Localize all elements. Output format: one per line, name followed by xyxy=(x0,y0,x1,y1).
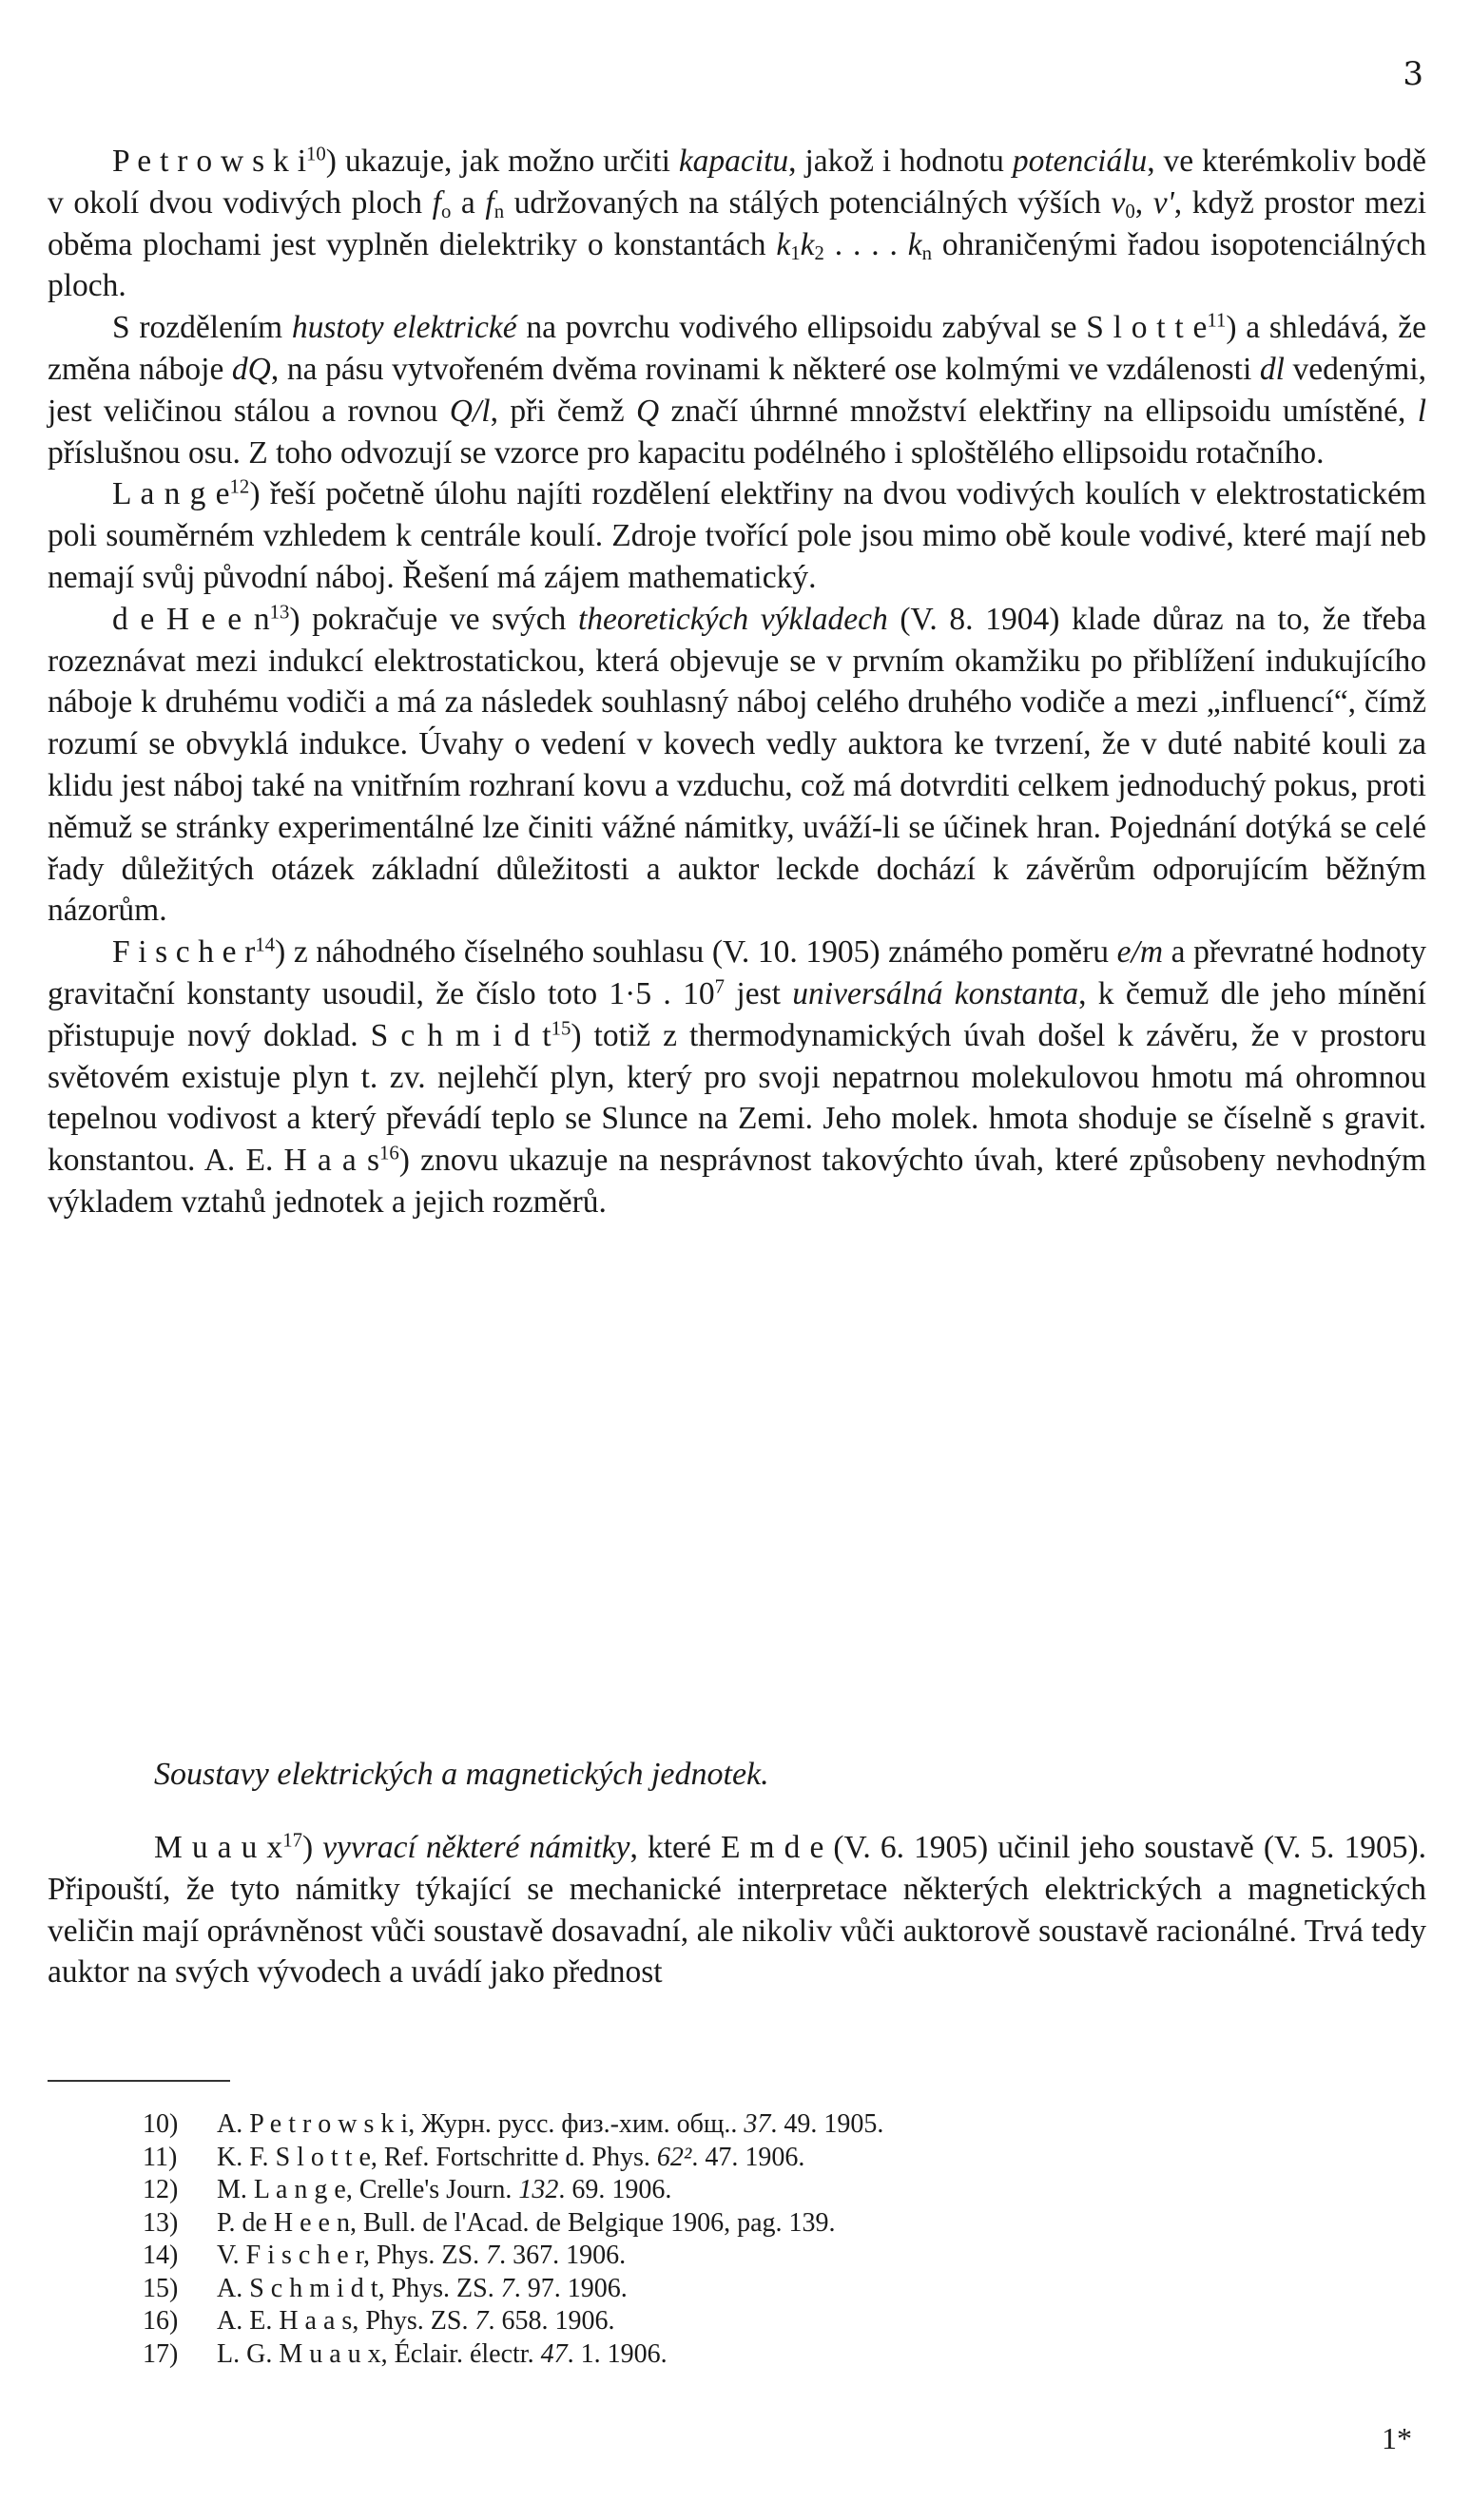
author-name: H a a s xyxy=(279,2306,353,2336)
volume: 37 xyxy=(744,2109,771,2139)
math-subscript: 0 xyxy=(1125,200,1135,222)
footnote-ref: 11 xyxy=(1207,309,1227,332)
author-name: P e t r o w s k i xyxy=(249,2109,409,2139)
footnote xyxy=(143,2142,883,2175)
text: M. xyxy=(217,2175,254,2204)
section-text xyxy=(48,1827,1426,1993)
text: , Phys. ZS. xyxy=(377,2273,501,2303)
math-symbol: dQ xyxy=(231,351,271,387)
text: ) z náhodného číselného souhlasu (V. 10. 1905) známého poměru xyxy=(275,934,1117,971)
text: ) a shledává, že změna náboje xyxy=(48,310,1426,387)
footnote xyxy=(143,2108,883,2142)
page-number: 3 xyxy=(1403,55,1423,93)
text: . 1. 1906. xyxy=(567,2338,668,2369)
math-symbol: f xyxy=(432,184,441,221)
text: vedenými, jest veličinou stálou a rovnou xyxy=(48,351,1426,429)
text: , Ref. Fortschritte d. Phys. xyxy=(370,2142,657,2172)
text: ) ukazuje, jak možno určiti xyxy=(325,144,679,179)
emphasis: theoretických výkladech xyxy=(577,601,888,637)
text: ) řeší početně úlohu najíti rozdělení elektřiny na dvou vodivých koulích v elektrostatickém poli souměrném vzhledem k centrále koulí. Zdroje tvořící pole jsou mimo obě koule vodivé, které mají neb nemají svůj původní náboj. Řešení má zájem mathematický. xyxy=(48,476,1426,595)
footnote xyxy=(143,2240,883,2273)
footnotes xyxy=(143,2108,883,2371)
paragraph-lange xyxy=(48,473,1426,598)
paragraph-muaux xyxy=(48,1827,1426,1993)
text: A. xyxy=(217,2273,250,2303)
text: značí úhrnné množství elektřiny na ellipsoidu umístěné, xyxy=(659,393,1418,429)
volume: 7 xyxy=(474,2306,489,2336)
author-name: E m d e xyxy=(720,1830,824,1865)
emphasis: kapacitu xyxy=(678,144,789,179)
volume: 132 xyxy=(518,2175,559,2204)
math-symbol: k xyxy=(907,226,922,262)
author-name: S c h m i d t xyxy=(249,2273,378,2303)
paragraph-fischer xyxy=(48,932,1426,1223)
author-name: P e t r o w s k i xyxy=(112,144,307,179)
math-symbol: e/m xyxy=(1116,934,1164,971)
math-subscript: 2 xyxy=(814,241,824,264)
author-name: S l o t t e xyxy=(1086,310,1208,346)
main-text xyxy=(48,141,1426,1223)
text: , když prostor mezi oběma plochami jest vyplněn dielektriky o konstantách xyxy=(48,184,1427,262)
text: , jakož i hodnotu xyxy=(788,144,1013,179)
volume: 7 xyxy=(486,2241,500,2270)
signature-mark: 1* xyxy=(1382,2421,1412,2455)
author-name: S c h m i d t xyxy=(370,1017,552,1053)
text: A. xyxy=(217,2109,250,2139)
footnote xyxy=(143,2273,883,2306)
text: , Crelle's Journ. xyxy=(345,2175,519,2204)
author-name: M u a u x xyxy=(279,2338,381,2369)
text: , Phys. ZS. xyxy=(362,2241,487,2270)
text: ) pokračuje ve svých xyxy=(289,601,578,637)
footnote-ref: 10 xyxy=(306,143,326,165)
text: , Phys. ZS. xyxy=(352,2306,475,2336)
footnote-mark: 13) xyxy=(143,2207,179,2238)
text: V. xyxy=(217,2241,246,2270)
text: , Éclair. électr. xyxy=(380,2338,541,2369)
author-name: F i s c h e r xyxy=(112,934,256,971)
math-symbol: f xyxy=(485,184,494,221)
paragraph-de-heen xyxy=(48,599,1426,932)
footnote-mark: 12) xyxy=(143,2175,179,2204)
text: , ve kterémkoliv bodě v okolí dvou vodivých ploch xyxy=(48,144,1426,221)
text: . 658. 1906. xyxy=(488,2306,615,2336)
text: . 367. 1906. xyxy=(499,2241,627,2270)
author-name: H e e n xyxy=(273,2207,350,2238)
footnote-ref: 16 xyxy=(379,1142,399,1164)
text: L. G. xyxy=(217,2338,280,2369)
author-name: F i s c h e r xyxy=(245,2241,363,2270)
text: příslušnou osu. Z toho odvozují se vzorce pro kapacitu podélného i sploštělého ellipsoidu rotačního. xyxy=(48,434,1325,471)
text: . 47. 1906. xyxy=(691,2142,805,2172)
text: . . . . xyxy=(823,226,908,262)
footnote-mark: 17) xyxy=(143,2338,179,2369)
footnote xyxy=(143,2305,883,2338)
footnote xyxy=(143,2338,883,2372)
text: udržovaných na stálých potenciálných výších xyxy=(504,184,1112,221)
author-name: d e H e e n xyxy=(112,601,270,637)
author-name: H a a s xyxy=(283,1143,380,1179)
exponent: 7 xyxy=(714,975,726,998)
text: S rozdělením xyxy=(112,310,292,346)
emphasis: hustoty elektrické xyxy=(291,310,517,346)
text: , Журн. русс. физ.-хим. общ.. xyxy=(408,2109,745,2139)
section-heading: Soustavy elektrických a magnetických jednotek. xyxy=(154,1757,769,1792)
footnote-mark: 10) xyxy=(143,2109,179,2139)
author-name: L a n g e xyxy=(253,2175,346,2204)
math-subscript: n xyxy=(921,241,932,264)
text: . 49. 1905. xyxy=(770,2109,884,2139)
math-symbol: dl xyxy=(1259,351,1285,387)
paragraph-slotte xyxy=(48,307,1426,473)
math-symbol: v xyxy=(1111,184,1126,221)
text: a převratné hodnoty gravitační konstanty usoudil, že číslo toto 1·5 . 10 xyxy=(48,934,1427,1011)
math-symbol: l xyxy=(1417,393,1426,429)
text: a xyxy=(451,184,486,221)
math-subscript: n xyxy=(494,200,505,222)
math-symbol: v' xyxy=(1152,184,1174,221)
text: na povrchu vodivého ellipsoidu zabýval se xyxy=(516,310,1087,346)
volume: 7 xyxy=(500,2273,514,2303)
text: , které xyxy=(629,1830,721,1865)
text: , k čemuž dle jeho mínění přistupuje nový doklad. xyxy=(48,975,1426,1053)
footnote-ref: 13 xyxy=(269,601,290,624)
text: P. de xyxy=(217,2207,274,2238)
text: ) totiž z thermodynamických úvah došel k závěru, že v prostoru světovém existuje plyn t. zv. nejlehčí plyn, který pro svoji nepatrnou molekulovou hmotu má ohromnou tepelnou vodivost a který převádí teplo se Slunce na Zemi. Jeho molek. hmota shoduje se číselně s gravit. konstantou. A. E. xyxy=(48,1017,1426,1179)
footnote-ref: 12 xyxy=(229,475,250,498)
text: , Bull. de l'Acad. de Belgique 1906, pag. 139. xyxy=(349,2207,836,2238)
footnote xyxy=(143,2174,883,2207)
math-symbol: k xyxy=(776,226,791,262)
text: ) znovu ukazuje na nesprávnost takovýchto úvah, které způsobeny nevhodným výkladem vztahů jednotek a jejich rozměrů. xyxy=(48,1143,1426,1220)
text: , xyxy=(1134,184,1153,221)
text: ) xyxy=(301,1830,323,1865)
emphasis: universálná konstanta xyxy=(792,975,1079,1011)
text: ohraničenými řadou isopotenciálných ploch. xyxy=(48,226,1426,304)
volume: 62² xyxy=(656,2142,692,2172)
footnote-mark: 15) xyxy=(143,2273,179,2303)
volume: 47 xyxy=(540,2338,568,2369)
footnote-ref: 15 xyxy=(551,1017,571,1040)
text: A. E. xyxy=(217,2306,280,2336)
footnote-mark: 11) xyxy=(143,2142,178,2172)
footnote-divider xyxy=(48,2080,230,2082)
paragraph-petrowski xyxy=(48,141,1426,307)
footnote-ref: 17 xyxy=(282,1829,302,1852)
text: , při čemž xyxy=(490,393,636,429)
text: K. F. xyxy=(217,2142,276,2172)
emphasis: potenciálu xyxy=(1012,144,1148,179)
text: (V. 6. 1905) učinil jeho soustavě (V. 5. 1905). Připouští, že tyto námitky týkající se mechanické interpretace některých elektrických a magnetických veličin mají oprávněnost vůči soustavě dosavadní, ale nikoliv vůči auktorově soustavě racionálné. Trvá tedy auktor na svých vývodech a uvádí jako přednost xyxy=(48,1830,1427,1991)
math-symbol: Q xyxy=(635,393,660,429)
footnote xyxy=(143,2207,883,2241)
text: . 69. 1906. xyxy=(558,2175,672,2204)
text: jest xyxy=(725,975,793,1011)
math-subscript: o xyxy=(440,200,452,222)
text: . 97. 1906. xyxy=(513,2273,628,2303)
author-name: S l o t t e xyxy=(275,2142,371,2172)
math-subscript: 1 xyxy=(790,241,801,264)
author-name: M u a u x xyxy=(154,1830,283,1865)
emphasis: vyvrací některé námitky xyxy=(322,1830,630,1865)
footnote-mark: 14) xyxy=(143,2241,179,2270)
math-symbol: k xyxy=(800,226,815,262)
author-name: L a n g e xyxy=(112,476,230,512)
math-symbol: Q/l xyxy=(449,393,491,429)
footnote-ref: 14 xyxy=(255,933,276,956)
text: (V. 8. 1904) klade důraz na to, že třeba rozeznávat mezi indukcí elektrostatickou, která objevuje se v prvním okamžiku po přiblížení indukujícího náboje k druhému vodiči a má za následek souhlasný náboj celého druhého vodiče a mezi „influencí“, čímž rozumí se obvyklá indukce. Úvahy o vedení v kovech vedly auktora ke tvrzení, že v duté nabité kouli za klidu jest náboj také na vnitřním rozhraní kovu a vzduchu, což má dotvrditi celkem jednoduchý pokus, proti němuž se stránky experimentálné lze činiti vážné námitky, uváží-li se účinek hran. Pojednání dotýká se celé řady důležitých otázek základní důležitosti a auktor leckde dochází k závěrům odporujícím běžným názorům. xyxy=(48,601,1426,929)
footnote-mark: 16) xyxy=(143,2306,179,2336)
text: , na pásu vytvořeném dvěma rovinami k některé ose kolmými ve vzdálenosti xyxy=(270,351,1260,387)
